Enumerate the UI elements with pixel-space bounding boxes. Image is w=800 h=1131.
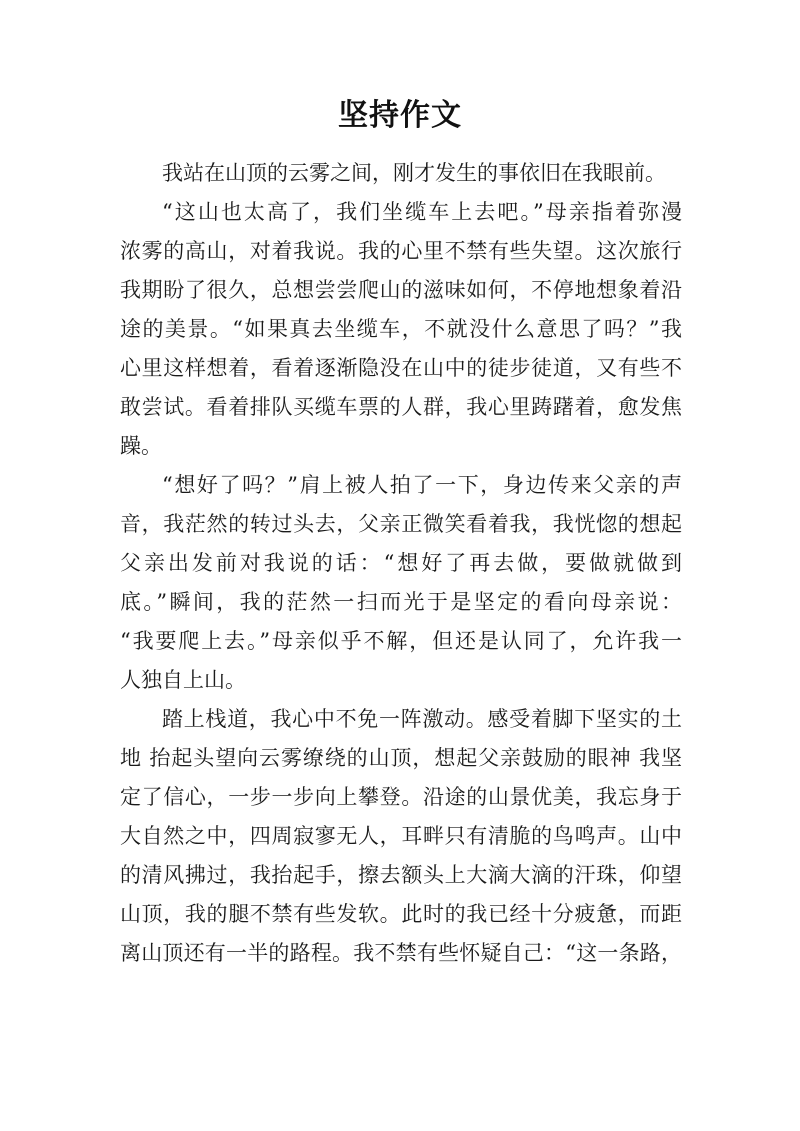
text-line: 我期盼了很久，总想尝尝爬山的滋味如何，不停地想象着沿 — [120, 278, 682, 302]
text-line: 山顶，我的腿不禁有些发软。此时的我已经十分疲惫，而距 — [120, 902, 682, 926]
text-line: 离山顶还有一半的路程。我不禁有些怀疑自己：“这一条路， — [120, 941, 682, 965]
text-line: 大自然之中，四周寂寥无人，耳畔只有清脆的鸟鸣声。山中 — [120, 824, 682, 848]
text-line: 躁。 — [120, 434, 162, 458]
text-line: 地 抬起头望向云雾缭绕的山顶，想起父亲鼓励的眼神 我坚 — [120, 746, 682, 770]
text-line: “我要爬上去。”母亲似乎不解，但还是认同了，允许我一 — [120, 629, 682, 653]
essay-body — [120, 154, 682, 973]
text-line: 音，我茫然的转过头去，父亲正微笑看着我，我恍惚的想起 — [120, 512, 682, 536]
text-line: 定了信心，一步一步向上攀登。沿途的山景优美，我忘身于 — [120, 785, 682, 809]
text-line: 途的美景。“如果真去坐缆车，不就没什么意思了吗？”我 — [120, 317, 682, 341]
text-line: “想好了吗？”肩上被人拍了一下，身边传来父亲的声 — [162, 473, 682, 497]
text-line: 踏上栈道，我心中不免一阵激动。感受着脚下坚实的土 — [162, 707, 682, 731]
text-line: 底。”瞬间，我的茫然一扫而光于是坚定的看向母亲说： — [120, 590, 682, 614]
text-line: 敢尝试。看着排队买缆车票的人群，我心里踌躇着，愈发焦 — [120, 395, 682, 419]
text-line: 心里这样想着，看着逐渐隐没在山中的徒步徒道，又有些不 — [120, 356, 682, 380]
text-line: 浓雾的高山，对着我说。我的心里不禁有些失望。这次旅行 — [120, 239, 682, 263]
text-line: 我站在山顶的云雾之间，刚才发生的事依旧在我眼前。 — [162, 161, 666, 185]
text-line: 人独自上山。 — [120, 668, 246, 692]
text-line: “这山也太高了，我们坐缆车上去吧。”母亲指着弥漫 — [162, 200, 682, 224]
document-title: 坚持作文 — [338, 98, 462, 133]
text-line: 父亲出发前对我说的话：“想好了再去做，要做就做到 — [120, 551, 682, 575]
text-line: 的清风拂过，我抬起手，擦去额头上大滴大滴的汗珠，仰望 — [120, 863, 682, 887]
